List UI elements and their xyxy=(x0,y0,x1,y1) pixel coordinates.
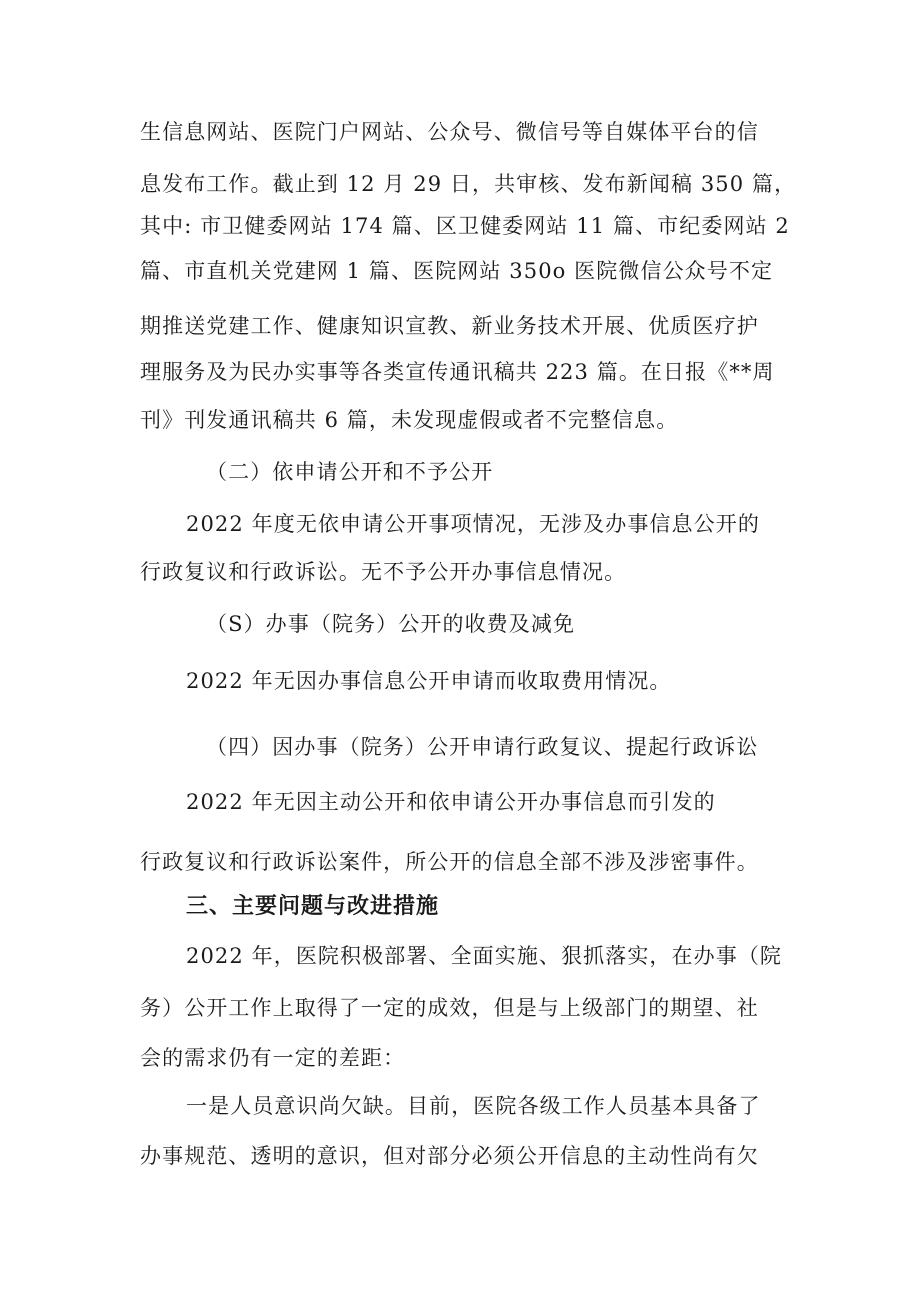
section-heading: 三、主要问题与改进措施 xyxy=(186,894,440,919)
paragraph-line: 行政复议和行政诉讼案件，所公开的信息全部不涉及涉密事件。 xyxy=(140,850,759,874)
paragraph-line: 期推送党建工作、健康知识宣教、新业务技术开展、优质医疗护 xyxy=(140,314,759,338)
paragraph-line: 理服务及为民办实事等各类宣传通讯稿共 223 篇。在日报《**周 xyxy=(140,360,775,384)
subheading-2: （二）依申请公开和不予公开 xyxy=(206,460,494,484)
paragraph-line: 会的需求仍有一定的差距： xyxy=(140,1046,406,1070)
subheading-3: （S）办事（院务）公开的收费及减免 xyxy=(206,612,576,636)
paragraph-line: 务）公开工作上取得了一定的成效，但是与上级部门的期望、社 xyxy=(140,996,759,1020)
paragraph-line: 生信息网站、医院门户网站、公众号、微信号等自媒体平台的信 xyxy=(140,120,759,144)
subheading-4: （四）因办事（院务）公开申请行政复议、提起行政诉讼 xyxy=(206,735,759,759)
paragraph-line: 办事规范、透明的意识，但对部分必须公开信息的主动性尚有欠 xyxy=(140,1144,759,1168)
paragraph-line: 行政复议和行政诉讼。无不予公开办事信息情况。 xyxy=(140,560,627,584)
paragraph-line: 2022 年度无依申请公开事项情况，无涉及办事信息公开的 xyxy=(186,512,760,536)
paragraph-line: 2022 年无因主动公开和依申请公开办事信息而引发的 xyxy=(186,790,716,814)
paragraph-line: 2022 年无因办事信息公开申请而收取费用情况。 xyxy=(186,669,672,693)
paragraph-line: 息发布工作。截止到 12 月 29 日，共审核、发布新闻稿 350 篇， xyxy=(140,172,797,196)
paragraph-line: 篇、市直机关党建网 1 篇、医院网站 350o 医院微信公众号不定 xyxy=(140,259,774,283)
paragraph-line: 刊》刊发通讯稿共 6 篇，未发现虚假或者不完整信息。 xyxy=(140,408,679,432)
paragraph-line: 2022 年，医院积极部署、全面实施、狠抓落实，在办事（院 xyxy=(186,944,783,968)
paragraph-line: 其中: 市卫健委网站 174 篇、区卫健委网站 11 篇、市纪委网站 2 xyxy=(140,214,790,238)
paragraph-line: 一是人员意识尚欠缺。目前，医院各级工作人员基本具备了 xyxy=(186,1094,761,1118)
